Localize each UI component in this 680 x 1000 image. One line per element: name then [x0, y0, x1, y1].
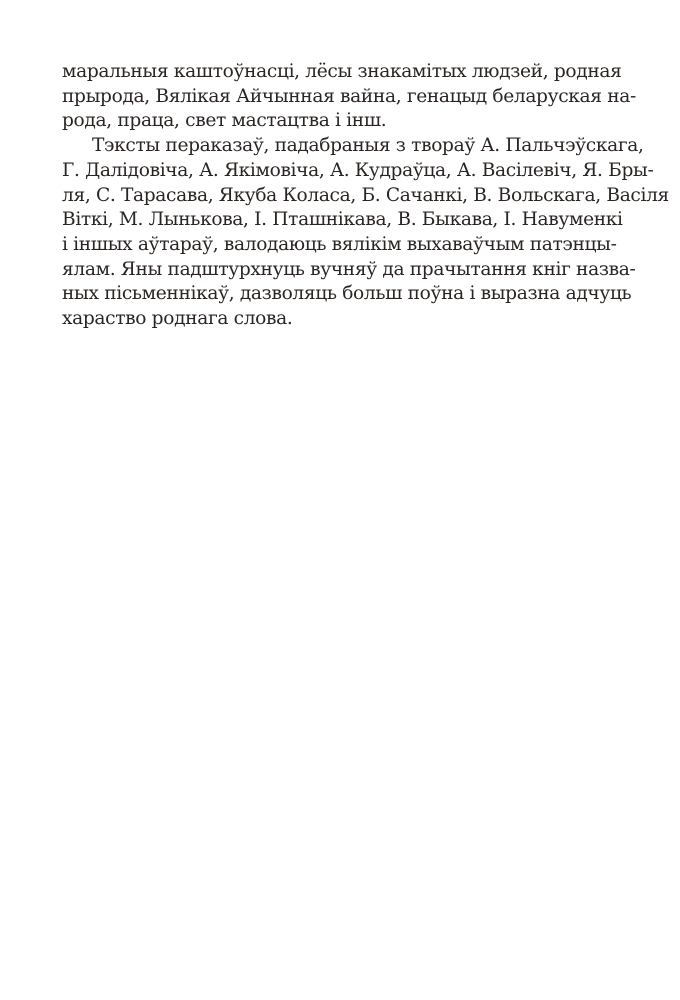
text-line: хараство роднага слова.: [62, 308, 293, 330]
text-line: Віткі, М. Лынькова, І. Пташнікава, В. Быкава, І. Навуменкі: [62, 209, 623, 231]
text-line: маральныя каштоўнасці, лёсы знакамітых людзей, родная: [62, 61, 622, 82]
text-line: і іншых аўтараў, валодаюць вялікім выхаваўчым патэнцы-: [62, 233, 617, 255]
text-line: рода, праца, свет мастацтва і інш.: [62, 110, 387, 132]
paragraph-themes: [62, 60, 636, 134]
document-page: [62, 60, 669, 332]
text-line: прырода, Вялікая Айчынная вайна, генацыд беларуская на-: [62, 85, 636, 107]
text-line: ля, С. Тарасава, Якуба Коласа, Б. Сачанкі, В. Вольскага, Васіля: [62, 184, 669, 206]
text-line: ялам. Яны падштурхнуць вучняў да прачытання кніг назва-: [62, 258, 636, 280]
paragraph-authors: [62, 134, 669, 332]
text-line: Г. Далідовіча, А. Якімовіча, А. Кудраўца, А. Васілевіч, Я. Бры-: [62, 159, 654, 181]
text-line: ных пісьменнікаў, дазволяць больш поўна і выразна адчуць: [62, 283, 632, 305]
text-line: Тэксты пераказаў, падабраныя з твораў А. Пальчэўскага,: [92, 135, 644, 157]
